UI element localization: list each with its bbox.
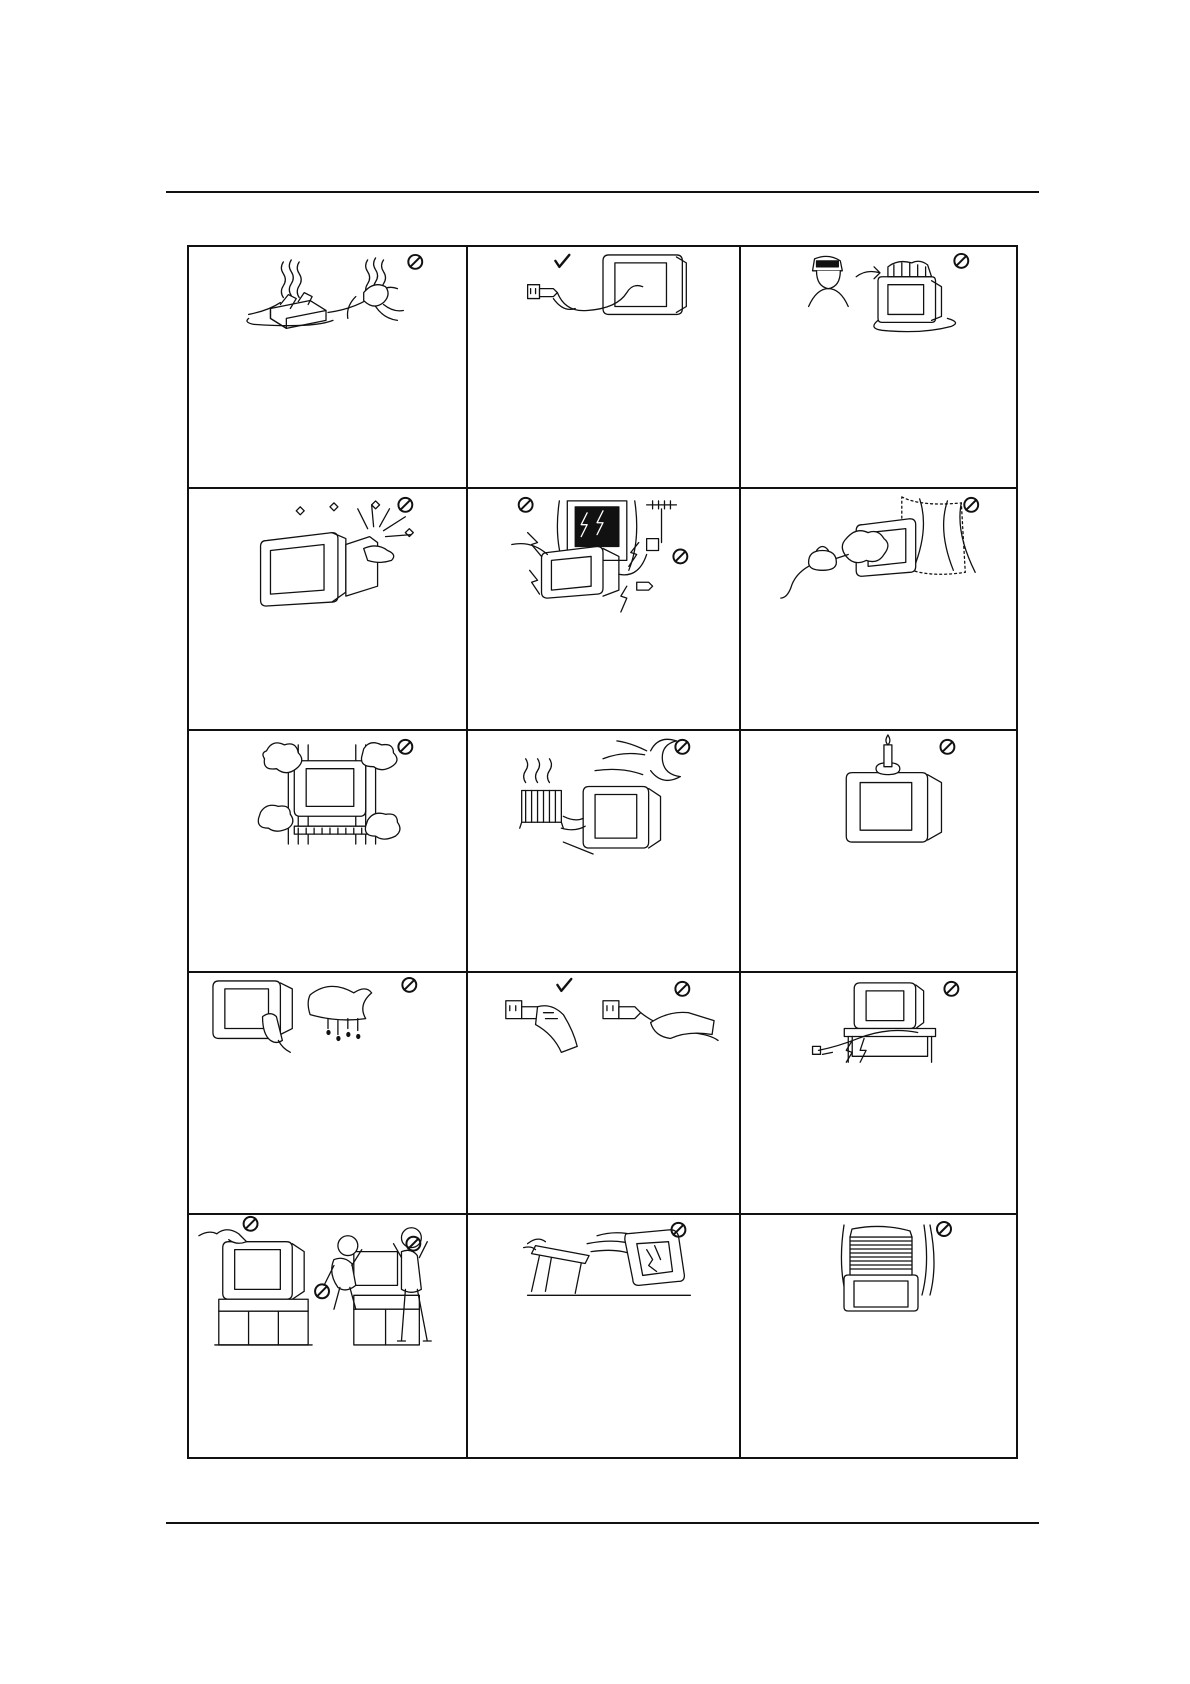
prohibited-icon — [675, 740, 689, 754]
prohibited-icon — [940, 740, 954, 754]
panel-no-climbing-hanging — [189, 1215, 468, 1457]
panel-no-self-service — [741, 247, 1016, 489]
panel-no-objects-on-top — [741, 1215, 1016, 1457]
prohibited-icon — [519, 498, 533, 512]
checkmark-icon — [555, 255, 569, 267]
panel-heat-sunlight — [468, 731, 741, 973]
panel-unplug-by-plug — [468, 247, 741, 489]
plug-handling-illustration — [468, 973, 739, 1213]
prohibited-icon — [402, 978, 416, 992]
heat-sunlight-illustration — [468, 731, 739, 971]
no-candle-on-top-illustration — [741, 731, 1016, 971]
panel-moisture-steam — [741, 489, 1016, 731]
prohibited-icon — [315, 1284, 329, 1298]
overloaded-outlet-illustration — [189, 247, 466, 487]
no-self-service-illustration — [741, 247, 1016, 487]
prohibited-icon — [408, 255, 422, 269]
prohibited-icon — [937, 1222, 951, 1236]
prohibited-icon — [398, 740, 412, 754]
prohibited-icon — [954, 254, 968, 268]
no-objects-on-top-illustration — [741, 1215, 1016, 1457]
unstable-stand-illustration — [468, 1215, 739, 1457]
prohibited-icon — [964, 498, 978, 512]
panel-no-candle-on-top — [741, 731, 1016, 973]
header-rule — [166, 191, 1039, 193]
panel-blocked-ventilation — [189, 731, 468, 973]
no-climbing-hanging-illustration — [189, 1215, 466, 1457]
footer-rule — [166, 1522, 1039, 1524]
panel-cleaning-damp-cloth — [189, 973, 468, 1215]
lightning-storm-illustration — [468, 489, 739, 729]
panel-no-objects-inside — [189, 489, 468, 731]
panel-lightning-storm — [468, 489, 741, 731]
panel-overloaded-outlet — [189, 247, 468, 489]
no-objects-inside-illustration — [189, 489, 466, 729]
moisture-steam-illustration — [741, 489, 1016, 729]
damaged-cord-illustration — [741, 973, 1016, 1213]
safety-illustration-grid — [187, 245, 1018, 1459]
prohibited-icon — [673, 549, 687, 563]
prohibited-icon — [244, 1217, 258, 1231]
checkmark-icon — [557, 979, 571, 991]
cleaning-damp-cloth-illustration — [189, 973, 466, 1213]
prohibited-icon — [398, 498, 412, 512]
prohibited-icon — [675, 982, 689, 996]
unplug-by-plug-illustration — [468, 247, 739, 487]
panel-unstable-stand — [468, 1215, 741, 1457]
prohibited-icon — [944, 982, 958, 996]
blocked-ventilation-illustration — [189, 731, 466, 971]
panel-damaged-cord — [741, 973, 1016, 1215]
panel-plug-handling — [468, 973, 741, 1215]
